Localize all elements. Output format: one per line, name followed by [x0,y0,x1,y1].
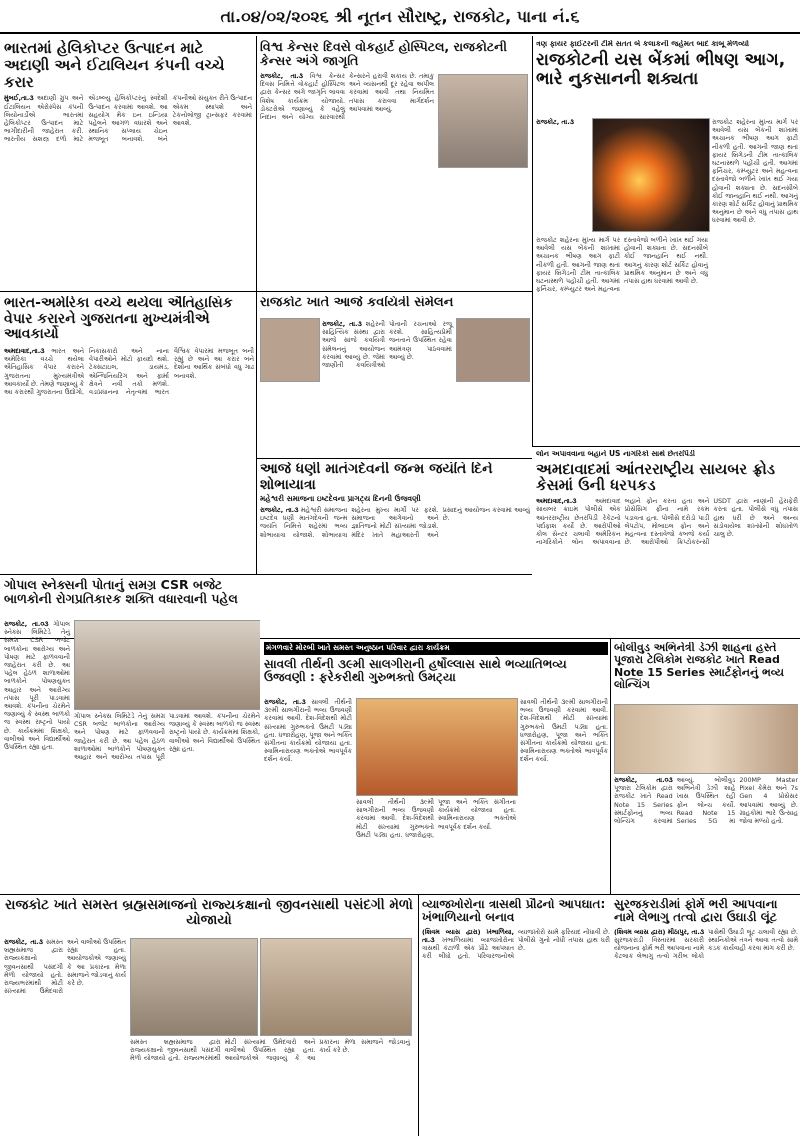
section-rule [532,446,800,447]
article-body [260,72,434,121]
article-body-left [264,698,352,888]
article-body-right [712,118,798,438]
kicker: ત્રણ ફાયર ફાઈટરની ટીમે સતત બે કલાકની જહેમત બાદ કાબૂ મેળવ્યો [536,40,750,48]
article-cyber-fraud [536,450,798,636]
event-photo [130,938,258,1036]
headline: વ્યાજખોરોના ત્રાસથી પ્રૌઢનો આપઘાત: ખંભાળિયાનો બનાવ [422,898,606,925]
dateline: (શિવમ વ્યાસ દ્વારા) ખંભાળિયા, તા.૩ [422,927,514,945]
kicker: લોન અપાવવાના બહાને US નાગરિકો સાથે છેતરપિંડી [536,450,696,458]
poet-photo [260,318,320,382]
dateline: રાજકોટ, તા.૩ [4,938,43,946]
headline: બોલીવુડ અભિનેત્રી ડેઝી શાહના હસ્તે પૂજારા ટેલિકોમ રાજકોટ ખાતે Read Note 15 Series સ્માર્ટફોનનું ભવ્ય લોન્ચિંગ [614,642,785,691]
dateline: રાજકોટ, તા.૩ [264,698,306,706]
doctor-photo [438,74,528,168]
headline: આજે ધણી માતંગદેવની જન્મ જયંતિ દિને શોભાયાત્રા [260,462,493,493]
event-photo [260,938,412,1036]
body-text: અદાણી ગ્રુપ અને ઈટાલિયન એરોસ્પેસ કંપની લિયોનાર્ડોએ ભારતમાં હેલિકોપ્ટર ઉત્પાદન માટે ભાગીદારીની જાહેરાત કરી. ભારતીય સશસ્ત્ર દળો માટે એડબ્લ્યુ હેલિકોપ્ટરનું સ્વદેશી ઉત્પાદન કરવામાં આવશે. આ સહયોગ મેક ઇન ઇન્ડિયા પહેલને આગળ વધારશે અને સ્થાનિક સપ્લાય ચેઇન મજબૂત બનાવશે. બંને કંપનીઓ સંયુક્ત રીતે ઉત્પાદન એકમ સ્થાપશે અને ટેકનોલોજી ટ્રાન્સફર કરવામાં આવશે. [4,94,252,144]
section-rule [0,894,800,895]
body-text: સુરજકરાડી વિસ્તારમાં સરકારી યોજનાના ફોર્મ ભરી આપવાના નામે કેટલાક લેભાગુ તત્વો ગરીબ લોકો પાસેથી ઉઘાડી લૂંટ ચલાવી રહ્યા છે. સ્થાનિકોએ તંત્રને આવા તત્વો સામે કડક કાર્યવાહી કરવા માંગ કરી છે. [614,927,798,961]
poet-photo [456,318,530,382]
dateline: રાજકોટ, તા.૩ [260,505,299,514]
dateline: રાજકોટ, તા.૩ [536,118,574,126]
dateline: રાજકોટ, તા.૦૩ [614,776,673,784]
article-body-left [4,620,70,890]
article-body-left [536,118,588,233]
headline: ભારત-અમેરિકા વચ્ચે થયેલા ઐતિહાસિક વેપાર કરારને ગુજરાતના મુખ્યમંત્રીએ આવકાર્યો [4,296,233,343]
dateline: (શિવમ વ્યાસ દ્વારા) મીઠાપુર, તા.૩ [614,927,704,936]
body-text: સમસ્ત બ્રહ્મસમાજ દ્વારા રાજ્યકક્ષાનો જીવનસાથી પસંદગી મેળો યોજાયો હતો. રાજ્યભરમાંથી મોટી સંખ્યામાં ઉમેદવારો અને વાલીઓ ઉપસ્થિત રહ્યા હતા. આયોજકોએ જણાવ્યું કે આ પ્રકારના મેળા સમાજને જોડવાનું કાર્ય કરે છે. [130,1038,410,1063]
dateline: રાજકોટ, તા.૩ [322,320,362,328]
article-helicopter [4,40,252,290]
headline: ભારતમાં હેલિકોપ્ટર ઉત્પાદન માટે અદાણી અને ઈટાલિયન કંપની વચ્ચે કરાર [4,40,225,91]
body-text: સમસ્ત બ્રહ્મસમાજ દ્વારા રાજ્યકક્ષાનો જીવનસાથી પસંદગી મેળો યોજાયો હતો. રાજ્યભરમાંથી મોટી સંખ્યામાં ઉમેદવારો અને વાલીઓ ઉપસ્થિત રહ્યા હતા. આયોજકોએ જણાવ્યું કે આ પ્રકારના મેળા સમાજને જોડવાનું કાર્ય કરે છે. [4,938,126,996]
section-rule [0,574,532,575]
headline: વિશ્વ કેન્સર દિવસે વોકહાર્ટ હોસ્પિટલ, રાજકોટની કેન્સર અંગે જાગૃતિ [260,40,507,68]
article-body [422,928,610,961]
article-poetry-meet [260,296,530,456]
body-text: વિશ્વ કેન્સર દિવસ નિમિત્તે વોકહાર્ટ હોસ્પિટલ દ્વારા કેન્સર અંગે જાગૃતિ લાવવા વિશેષ કાર્યક્રમ યોજાયો. ડોક્ટરોએ જણાવ્યું કે વહેલું નિદાન અને યોગ્ય સારવારથી કેન્સરને હરાવી શકાય છે. તમાકુ અને વ્યસનથી દૂર રહેવા અપીલ કરવામાં આવી તથા નિયમિત તપાસ કરાવવા માર્ગદર્શન આપવામાં આવ્યું. [260,72,434,122]
headline: રાજકોટ ખાતે આજે કવયિત્રી સંમેલન [260,296,454,310]
dateline: રાજકોટ, તા.૦૩ [4,620,49,628]
column-rule [418,894,419,1136]
article-matang-dev [260,462,530,572]
article-body [322,320,452,450]
kicker: મંગળવારે મોરબી ખાતે સમસ્ત અનુષ્ઠાન પરિવાર દ્વારા કાર્યક્રમ [264,642,608,655]
body-text: સાવલી તીર્થની ૩૯મી સાલગીરાની ભવ્ય ઉજવણી કરવામાં આવી. દેશ-વિદેશથી મોટી સંખ્યામાં ગુરુભક્તો ઉમટી પડ્યા હતા. ધજારોહણ, પૂજા અને ભક્તિ સંગીતના કાર્યક્રમો યોજાયા હતા. સ્વામિનારાયણ ભક્તોએ ભાવપૂર્વક દર્શન કર્યા. [520,698,608,764]
column-rule [610,638,611,894]
article-savli-tirth [264,642,608,892]
headline: સાવલી તીર્થની ૩૯મી સાલગીરાની હર્ષોલ્લાસ સાથે ભવ્યાતિભવ્ય ઉજવણી : ફરેકરીથી ગુરુભક્તો ઉમટ્યા [264,656,567,685]
subheading: મહેશ્વરી સમાજના ઇષ્ટદેવના પ્રાગટ્ય દિનની ઉજવણી [260,494,421,504]
csr-event-photo [74,620,260,710]
headline: ગોપાલ સ્નેક્સની પોતાનું સમગ્ર CSR બજેટ બાળકોની રોગપ્રતિકારક શક્તિ વધારવાની પહેલ [4,578,238,606]
body-text: ખંભાળિયામાં વ્યાજખોરોના ત્રાસથી કંટાળી એક પ્રૌઢે આપઘાત કરી લીધો હતો. પરિવારજનોએ વ્યાજખોરો સામે ફરિયાદ નોંધાવી છે. પોલીસે ગુનો નોંધી તપાસ હાથ ધરી છે. [422,927,610,961]
headline: અમદાવાદમાં આંતરરાષ્ટ્રીય સાયબર ફ્રોડ કેસમાં ઉની ધરપકડ [536,459,776,495]
article-body-lower [536,236,708,436]
article-moneylender-suicide [422,898,610,1134]
article-phone-launch [614,642,798,892]
article-body-lower [356,798,516,888]
launch-photo [614,704,798,774]
headline: સુરજકરાડીમાં ફોર્મ ભરી આપવાના નામે લેભાગુ તત્વો દ્વારા ઉઘાડી લૂંટ [614,898,778,925]
section-rule [256,458,532,459]
body-text: શહેરની સાહિત્યિક સંસ્થા દ્વારા આજે સાંજે કવયિત્રી સંમેલનનું આયોજન કરવામાં આવ્યું છે. જેમાં જાણીતી કવયિત્રીઓ પોતાની રચનાઓ રજૂ કરશે. સાહિત્યપ્રેમી જનતાને ઉપસ્થિત રહેવા આમંત્રણ પાઠવવામાં આવ્યું છે. [322,320,452,370]
article-body-right [520,698,608,888]
article-body [536,497,798,546]
body-text: ગોપાલ સ્નેક્સ લિમિટેડે તેનું સમગ્ર CSR બજેટ બાળકોના આરોગ્ય અને પોષણ માટે ફાળવવાની જાહેરાત કરી છે. આ પહેલ હેઠળ શાળાઓમાં બાળકોને પોષણયુક્ત આહાર અને આરોગ્ય તપાસ પૂરી પાડવામાં આવશે. કંપનીના ચેરમેને જણાવ્યું કે સ્વસ્થ બાળકો જ સ્વસ્થ રાષ્ટ્રનો પાયો છે. કાર્યક્રમમાં શિક્ષકો, વાલીઓ અને વિદ્યાર્થીઓ ઉપસ્થિત રહ્યા હતા. [4,620,70,752]
column-rule [256,292,257,574]
headline: રાજકોટ ખાતે સમસ્ત બ્રહ્મસમાજનો રાજ્યકક્ષાનો જીવનસાથી પસંદગી મેળો યોજાયો [5,898,413,929]
article-trade-deal [4,296,254,572]
column-rule [532,36,533,446]
article-body [614,928,798,961]
article-body [4,347,254,396]
article-body-right [74,712,260,890]
article-body-left [4,938,126,1132]
page-header [0,0,800,34]
column-rule [256,36,257,291]
article-gopal-csr [4,578,260,892]
body-text: ગોપાલ સ્નેક્સ લિમિટેડે તેનું સમગ્ર CSR બજેટ બાળકોના આરોગ્ય અને પોષણ માટે ફાળવવાની જાહેરાત કરી છે. આ પહેલ હેઠળ શાળાઓમાં બાળકોને પોષણયુક્ત આહાર અને આરોગ્ય તપાસ પૂરી પાડવામાં આવશે. કંપનીના ચેરમેને જણાવ્યું કે સ્વસ્થ બાળકો જ સ્વસ્થ રાષ્ટ્રનો પાયો છે. કાર્યક્રમમાં શિક્ષકો, વાલીઓ અને વિદ્યાર્થીઓ ઉપસ્થિત રહ્યા હતા. [74,712,260,762]
celebration-photo [356,698,518,796]
article-body [260,506,530,539]
body-text: ભારત અને અમેરિકા વચ્ચે થયેલા ઐતિહાસિક વેપાર કરારને ગુજરાતના મુખ્યમંત્રીએ આવકાર્યો છે. તેમણે જણાવ્યું કે આ કરારથી ગુજરાતના ઉદ્યોગો, નિકાસકારો અને નાના વેપારીઓને મોટો ફાયદો થશે. ટેક્સટાઇલ, ડાયમંડ, એન્જિનિયરિંગ અને ફાર્મા ક્ષેત્રને નવી તકો મળશે. વડાપ્રધાનના નેતૃત્વમાં ભારત વૈશ્વિક વેપારમાં મજબૂત બની રહ્યું છે અને આ કરાર બંને દેશોના આર્થિક સંબંધો વધુ ગાઢ બનાવશે. [4,347,254,397]
body-text: સાવલી તીર્થની ૩૯મી સાલગીરાની ભવ્ય ઉજવણી કરવામાં આવી. દેશ-વિદેશથી મોટી સંખ્યામાં ગુરુભક્તો ઉમટી પડ્યા હતા. ધજારોહણ, પૂજા અને ભક્તિ સંગીતના કાર્યક્રમો યોજાયા હતા. સ્વામિનારાયણ ભક્તોએ ભાવપૂર્વક દર્શન કર્યા. [356,798,516,839]
article-surajkaradi [614,898,798,1134]
body-text: રાજકોટ શહેરના મુખ્ય માર્ગ પર આવેલી યસ બેંકની શાખામાં અચાનક ભીષણ આગ ફાટી નીકળી હતી. આગની જાણ થતાં ફાયર બ્રિગેડની ટીમ તાત્કાલિક ઘટનાસ્થળે પહોંચી હતી. આગમાં ફર્નિચર, કમ્પ્યુટર અને મહત્વના દસ્તાવેજો બળીને ખાખ થઈ ગયા હોવાની શક્યતા છે. સદનસીબે કોઈ જાનહાનિ થઈ નથી. આગનું કારણ શોર્ટ સર્કિટ હોવાનું પ્રાથમિક અનુમાન છે અને વધુ તપાસ હાથ ધરવામાં આવી છે. [712,118,798,225]
dateline: રાજકોટ, તા.૩ [260,72,303,80]
body-text: પૂજારા ટેલિકોમ દ્વારા રાજકોટ ખાતે Read Note 15 Series સ્માર્ટફોનનું ભવ્ય લોન્ચિંગ કરવામાં આવ્યું. બોલીવુડ અભિનેત્રી ડેઝી શાહે ખાસ ઉપસ્થિત રહી ફોન લોન્ચ કર્યો. Read Note 15 Series 5G માં 200MP Master Pixel કેમેરા અને 7s Gen 4 પ્રોસેસર આપવામાં આવ્યું છે. ગ્રાહકોમાં ભારે ઉત્સાહ જોવા મળ્યો હતો. [614,776,798,826]
article-body [614,776,798,890]
masthead-text: તા.૦૪/૦૨/૨૦૨૬ શ્રી નૂતન સૌરાષ્ટ્ર, રાજકોટ, પાના નં.૬ [220,7,580,26]
headline: રાજકોટની યસ બેંકમાં ભીષણ આગ, ભારે નુકસાનની શક્યતા [536,49,786,89]
body-text: રાજકોટ શહેરના મુખ્ય માર્ગ પર આવેલી યસ બેંકની શાખામાં અચાનક ભીષણ આગ ફાટી નીકળી હતી. આગની જાણ થતાં ફાયર બ્રિગેડની ટીમ તાત્કાલિક ઘટનાસ્થળે પહોંચી હતી. આગમાં ફર્નિચર, કમ્પ્યુટર અને મહત્વના દસ્તાવેજો બળીને ખાખ થઈ ગયા હોવાની શક્યતા છે. સદનસીબે કોઈ જાનહાનિ થઈ નથી. આગનું કારણ શોર્ટ સર્કિટ હોવાનું પ્રાથમિક અનુમાન છે અને વધુ તપાસ હાથ ધરવામાં આવી છે. [536,236,708,294]
section-rule [0,291,532,292]
body-text: અમદાવાદ સાયબર ક્રાઇમ પોલીસે એક આંતરરાષ્ટ્રીય છેતરપિંડી રેકેટનો પર્દાફાશ કર્યો છે. આરોપીઓ કોલ સેન્ટર ચલાવી અમેરિકન નાગરિકોને લોન અપાવવાના બહાને ફોન કરતા હતા અને પ્રોસેસિંગ ફીના નામે રકમ પડાવતા હતા. પોલીસે દરોડો પાડી લેપટોપ, મોબાઇલ ફોન અને મહત્વના દસ્તાવેજો કબજે કર્યા છે. આરોપીઓ ક્રિપ્ટોકરન્સી USDT દ્વારા નાણાંની હેરાફેરી કરતા હતા. પોલીસે વધુ તપાસ હાથ ધરી છે અને અન્ય સંડોવાયેલા શખ્સોની શોધખોળ ચાલુ છે. [536,497,798,547]
article-body-lower [130,1038,410,1132]
dateline: મુંબઈ,તા.૩ [4,94,34,103]
dateline: અમદાવાદ,તા.૩ [536,497,577,506]
article-yes-bank-fire [536,40,798,440]
article-body [4,94,252,143]
dateline: અમદાવાદ,તા.૩ [4,347,45,356]
body-text: મહેશ્વરી સમાજના ઇષ્ટદેવ ધણી માતંગદેવની જન્મ જયંતિ નિમિત્તે શહેરમાં ભવ્ય શોભાયાત્રા યોજાશે. શોભાયાત્રા શહેરના મુખ્ય માર્ગો પર ફરશે. સમાજના આગેવાનો અને જ્ઞાતિજનો મોટી સંખ્યામાં જોડાશે. મંદિર ખાતે મહાઆરતી અને પ્રસાદનું આયોજન કરવામાં આવ્યું છે. [260,505,530,539]
article-cancer-day [260,40,528,290]
article-brahma-samaj [4,898,414,1134]
body-text: સાવલી તીર્થની ૩૯મી સાલગીરાની ભવ્ય ઉજવણી કરવામાં આવી. દેશ-વિદેશથી મોટી સંખ્યામાં ગુરુભક્તો ઉમટી પડ્યા હતા. ધજારોહણ, પૂજા અને ભક્તિ સંગીતના કાર્યક્રમો યોજાયા હતા. સ્વામિનારાયણ ભક્તોએ ભાવપૂર્વક દર્શન કર્યા. [264,698,352,764]
fire-photo [592,118,710,232]
